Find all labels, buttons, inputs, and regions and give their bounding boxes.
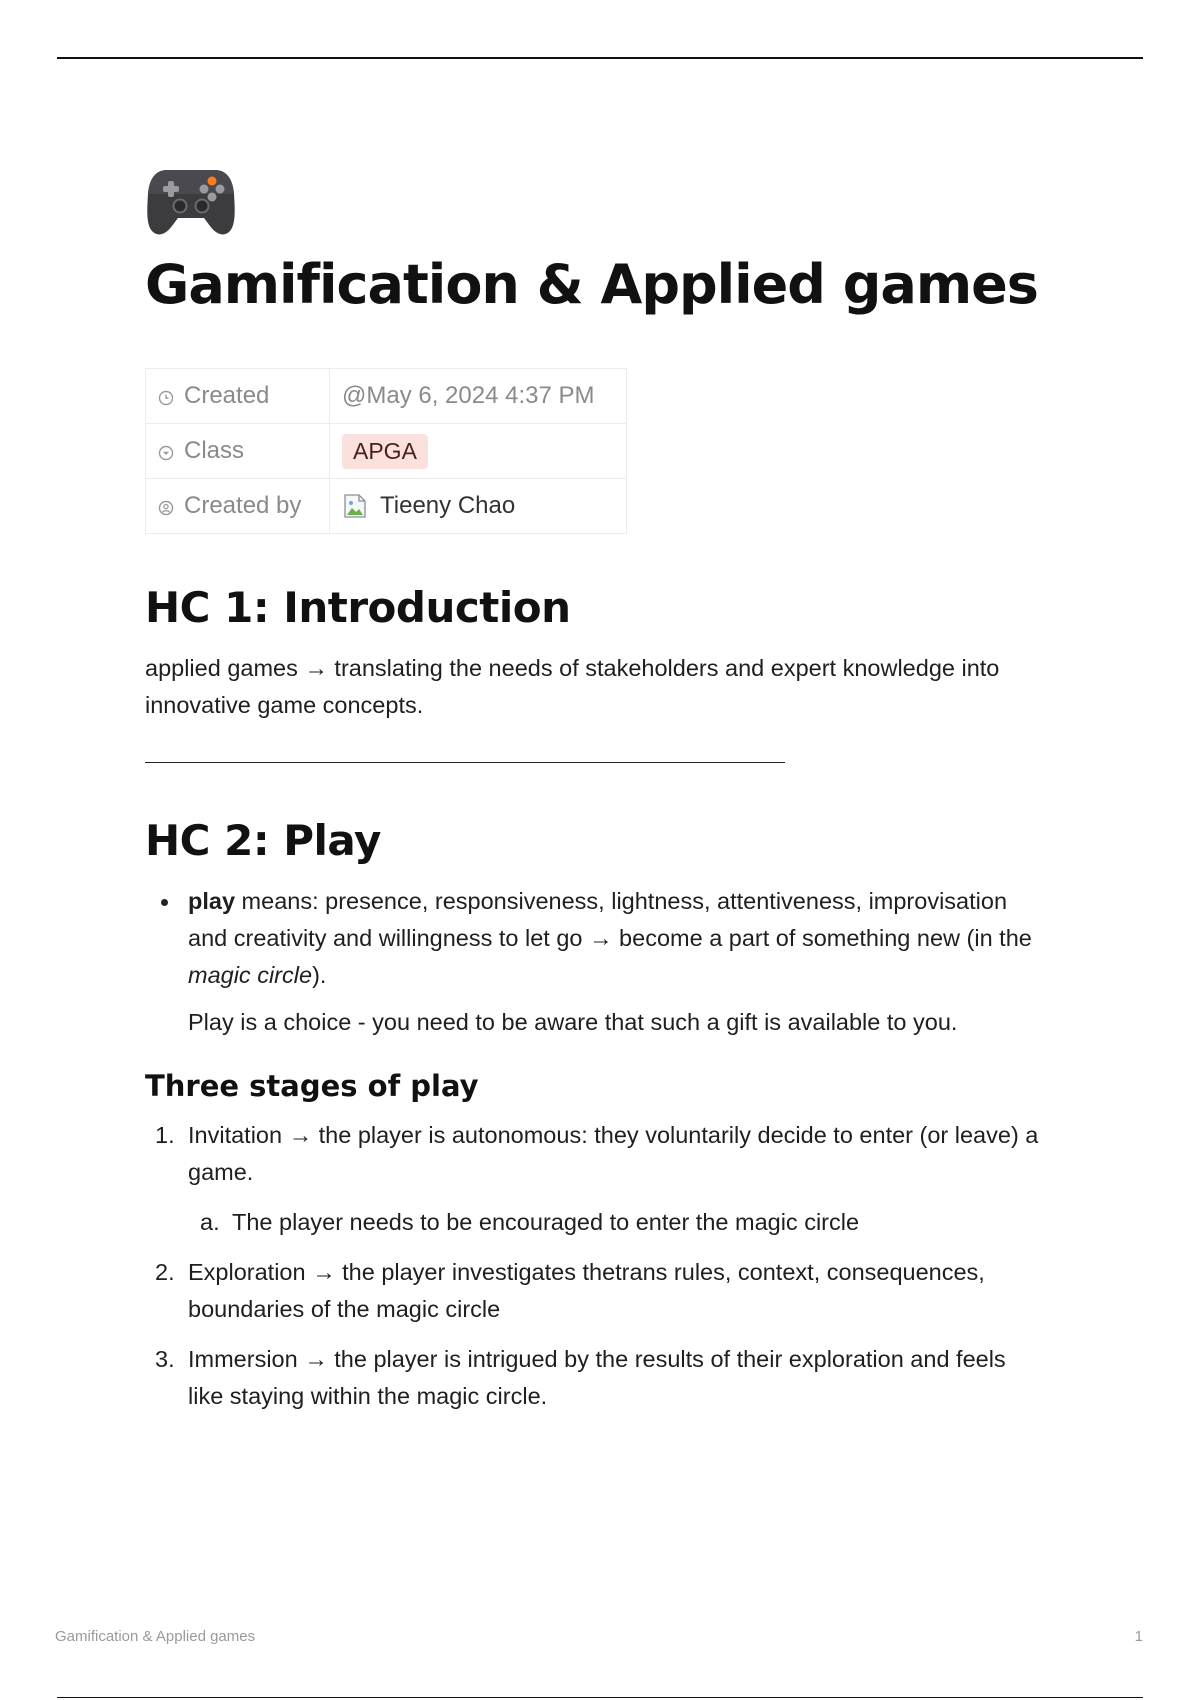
stage-item [145,1341,1045,1415]
properties-table [145,368,627,534]
sub-item-text: The player needs to be encouraged to enter the magic circle [232,1209,860,1235]
game-controller-icon [145,160,237,240]
property-label: Class [184,437,245,464]
stage-item [145,1117,1045,1241]
sub-list-item [188,1204,1045,1241]
play-choice-paragraph: Play is a choice - you need to be aware that such a gift is available to you. [188,1009,958,1035]
property-row-created-by [146,479,627,534]
property-name [146,479,330,534]
divider [145,762,785,763]
property-label: Created [184,382,270,409]
stage-item [145,1254,1045,1328]
hc1-paragraph: applied games → translating the needs of stakeholders and expert knowledge into innovative game concepts. [145,655,1000,718]
list-letter: a. [200,1209,220,1235]
property-value-created-by[interactable] [330,479,627,534]
property-name [146,369,330,424]
heading-hc1: HC 1: Introduction [145,583,571,632]
property-value-created[interactable]: @May 6, 2024 4:37 PM [330,369,627,424]
page-content [145,160,1045,1428]
property-row-created [146,369,627,424]
page-top-rule [57,57,1143,59]
property-value-class[interactable] [330,424,627,479]
author-name: Tieeny Chao [380,492,516,519]
heading-three-stages: Three stages of play [145,1069,479,1103]
list-number: 2. [155,1259,175,1285]
select-icon [158,445,174,461]
property-row-class [146,424,627,479]
class-tag[interactable]: APGA [342,434,428,469]
italic-term: magic circle [188,962,313,988]
clock-icon [158,390,174,406]
stage-text: Exploration → the player investigates thetrans rules, context, consequences, boundaries of the magic circle [188,1259,985,1322]
bold-term: play [188,888,236,914]
bullet-text-end: ). [312,962,327,988]
bullet-list [145,883,1045,994]
list-item [145,883,1045,994]
page-title: Gamification & Applied games [145,253,1038,316]
person-icon [158,500,174,516]
stage-text: Invitation → the player is autonomous: they voluntarily decide to enter (or leave) a game. [188,1122,1039,1185]
footer-page-number: 1 [1134,1628,1143,1645]
bullet-text: means: presence, responsiveness, lightness, attentiveness, improvisation and creativity and willingness to let go → become a part of something new (in the [188,888,1032,951]
heading-hc2: HC 2: Play [145,816,381,865]
stages-list [145,1117,1045,1415]
avatar-broken-image-icon [342,493,368,519]
property-name [146,424,330,479]
list-number: 3. [155,1346,175,1372]
page-bottom-rule [57,1697,1143,1698]
stage-text: Immersion → the player is intrigued by the results of their exploration and feels like staying within the magic circle. [188,1346,1006,1409]
property-label: Created by [184,492,302,519]
list-number: 1. [155,1122,175,1148]
footer-title: Gamification & Applied games [55,1628,256,1645]
